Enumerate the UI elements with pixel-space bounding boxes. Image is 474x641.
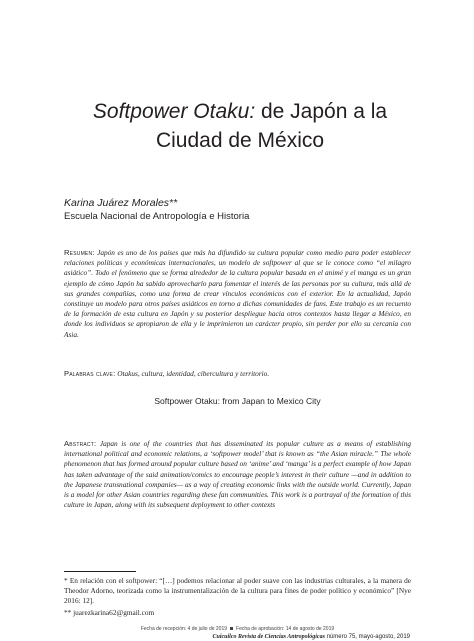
received-date: Fecha de recepción: 4 de julio de 2019 bbox=[140, 626, 228, 632]
title-rest: de Japón a la Ciudad de México bbox=[155, 100, 388, 152]
approved-date: Fecha de aprobación: 14 de agosto de 2019 bbox=[236, 626, 335, 632]
keywords-label: Palabras clave: bbox=[64, 369, 116, 378]
square-bullet-icon bbox=[230, 627, 233, 630]
english-title: Softpower Otaku: from Japan to Mexico City bbox=[154, 396, 321, 406]
keywords-paragraph bbox=[64, 369, 411, 379]
resumen-label: Resumen: bbox=[64, 248, 95, 257]
abstract-paragraph bbox=[64, 439, 411, 510]
title-italic: Softpower Otaku: bbox=[92, 100, 256, 123]
abstract-label: Abstract: bbox=[64, 439, 97, 448]
author-name: Karina Juárez Morales** bbox=[64, 197, 178, 209]
footnote-divider bbox=[64, 571, 136, 572]
footnote-2: ** juarezkarina62@gmail.com bbox=[64, 608, 155, 617]
keywords-text: Otakus, cultura, identidad, cibercultura y territorio. bbox=[115, 369, 270, 378]
journal-footer bbox=[212, 634, 410, 640]
footnote-1: * En relación con el softpower: “[…] podemos relacionar al poder suave con las industrias culturales, a la manera de Theodor Adorno, teorizada como la instrumentalización de la cultura para fines de poder político y económico” [Nye 2016: 12]. bbox=[64, 576, 411, 605]
article-title bbox=[60, 97, 420, 155]
resumen-paragraph bbox=[64, 248, 411, 340]
abstract-text: Japan is one of the countries that has disseminated its popular culture as a means of establishing international political and economic relations, a ‘softpower model’ that is known as “the Asian miracle.” The whole phenomenon that has formed around popular culture based on ‘anime’ and ‘manga’ is a perfect example of how Japan has taken advantage of the said animation/comics to encourage people’s interest in their culture —and in addition to the Japanese transnational companies— as a way of creating economic links with the outside world. Currently, Japan is a model for other Asian countries regarding these fan communities. This work is a portrayal of the formation of this culture in Japan, along with its subsequent deployment to other contexts bbox=[64, 439, 411, 510]
journal-name: Cuicuilco Revista de Ciencias Antropológicas bbox=[212, 634, 325, 640]
dates-line bbox=[64, 626, 411, 632]
author-affiliation: Escuela Nacional de Antropología e Historia bbox=[64, 211, 250, 222]
journal-issue: número 75, mayo-agosto, 2019 bbox=[324, 634, 410, 640]
resumen-text: Japón es uno de los países que más ha difundido su cultura popular como medio para poder establecer relaciones políticas y económicas internacionales, un modelo de softpower al que se le conoce como “el milagro asiático”. Todo el fenómeno que se forma alrededor de la cultura popular basada en el animé y el manga es un gran ejemplo de cómo Japón ha sabido aprovecharlo para fomentar el interés de las personas por su cultura, más allá de sus grandes compañías, como una forma de crear vínculos económicos con el exterior. En la actualidad, Japón constituye un modelo para otros países asiáticos en torno a dichas comunidades de fans. Este trabajo es un recuento de la formación de esta cultura en Japón y su posterior despliegue hacia otros contextos hasta llegar a México, en donde los individuos se apropiaron de ella y le imprimieron un carácter propio, sin perder por ello su cercanía con Asia. bbox=[64, 248, 411, 339]
